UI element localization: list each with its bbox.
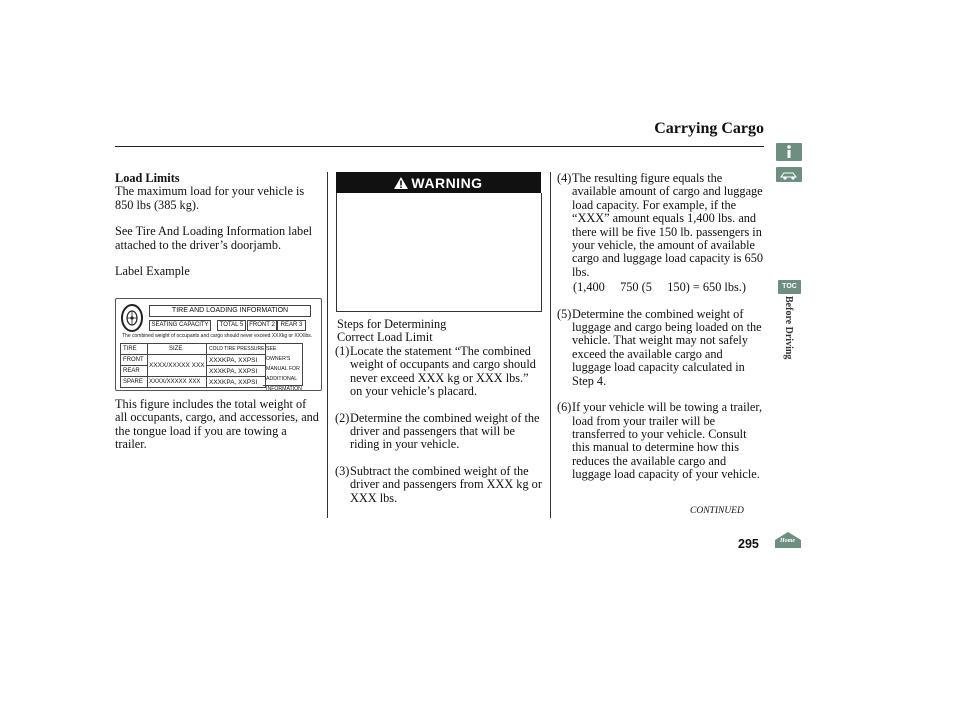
list-item: (5) Determine the combined weight of luggage and cargo being loaded on the vehicle. That weight may not safely exceed the available cargo and luggage load capacity calculated in Step 4.	[557, 306, 762, 388]
steps-list	[335, 345, 542, 505]
tire-table	[120, 343, 266, 388]
paragraph: Label Example	[115, 264, 190, 279]
paragraph: See Tire And Loading Information label attached to the driver’s doorjamb.	[115, 224, 313, 252]
section-heading: Load Limits	[115, 171, 180, 185]
list-item: (3) Subtract the combined weight of the driver and passengers from XXX kg or XXX lbs.	[335, 463, 542, 505]
vehicle-button[interactable]	[776, 167, 802, 182]
tire-icon	[120, 303, 144, 333]
manual-note: SEE OWNER'S MANUAL FOR ADDITIONAL INFORMATION	[263, 343, 303, 386]
size-value: XXXX/XXXXX XXX	[149, 379, 201, 385]
steps-title-line: Steps for Determining	[337, 317, 447, 331]
steps-list	[557, 172, 763, 482]
paragraph: The maximum load for your vehicle is 850 lbs (385 kg).	[115, 184, 305, 212]
warning-label: WARNING	[411, 174, 483, 191]
column-1	[115, 172, 320, 278]
warning-triangle-icon	[394, 177, 408, 189]
label-sentence: The combined weight of occupants and cargo should never exceed XXXkg or XXXlbs.	[122, 333, 313, 339]
equation: (1,400 750 (5 150) = 650 lbs.)	[573, 280, 746, 295]
row-name: SPARE	[123, 379, 143, 385]
warning-banner	[336, 172, 541, 193]
tire-loading-label	[115, 298, 322, 391]
home-label: Home	[780, 538, 795, 544]
section-tab	[778, 296, 798, 376]
list-item: (2) Determine the combined weight of the driver and passengers that will be riding in your vehicle.	[335, 410, 540, 452]
warning-box	[336, 193, 542, 312]
list-item: (4) The resulting figure equals the available amount of cargo and luggage load capacity. For example, if the “XXX” amount equals 1,400 lbs. and there will be five 150 lb. passengers in your vehicle, the amount of available cargo and luggage load capacity is 650 lbs.	[557, 171, 763, 279]
row-name: REAR	[123, 368, 140, 374]
col-size: SIZE	[169, 346, 183, 352]
list-item: (1) Locate the statement “The combined weight of occupants and cargo should never exceed XXX kg or XXX lbs.” on your vehicle’s placard.	[335, 344, 536, 399]
continued-label: CONTINUED	[690, 506, 744, 516]
list-item: (6) If your vehicle will be towing a trailer, load from your trailer will be transferred to your vehicle. Consult this manual to determine how this reduces the available cargo and luggage load capacity of your vehicle.	[557, 400, 763, 482]
col-tire: TIRE	[123, 346, 137, 352]
pressure-value: XXXKPA, XXPSI	[209, 357, 258, 364]
info-icon	[776, 143, 802, 161]
size-value: XXXX/XXXXX XXX	[149, 362, 205, 369]
seating-total: TOTAL 5	[217, 320, 246, 331]
page-number: 295	[738, 537, 759, 551]
header-rule	[115, 146, 764, 147]
page-title: Carrying Cargo	[654, 120, 764, 137]
pressure-value: XXXKPA, XXPSI	[209, 379, 258, 386]
row-name: FRONT	[123, 357, 144, 363]
list-item	[557, 281, 763, 294]
col-pressure: COLD TIRE PRESSURE	[209, 346, 265, 352]
home-button[interactable]	[774, 531, 802, 549]
column-divider	[550, 172, 551, 518]
label-title: TIRE AND LOADING INFORMATION	[149, 305, 311, 317]
section-label: Before Driving	[783, 296, 794, 360]
steps-title-line: Correct Load Limit	[337, 330, 433, 345]
steps-title	[337, 318, 542, 345]
column-divider	[327, 172, 328, 518]
car-icon	[776, 167, 802, 182]
seating-rear: REAR 3	[277, 320, 306, 331]
seating-capacity: SEATING CAPACITY	[149, 320, 211, 331]
toc-button[interactable]: TOC	[778, 280, 801, 294]
paragraph: This figure includes the total weight of all occupants, cargo, and accessories, and the tongue load if you are towing a trailer.	[115, 397, 319, 452]
seating-front: FRONT 2	[247, 320, 277, 331]
pressure-value: XXXKPA, XXPSI	[209, 368, 258, 375]
info-button[interactable]	[776, 143, 802, 161]
